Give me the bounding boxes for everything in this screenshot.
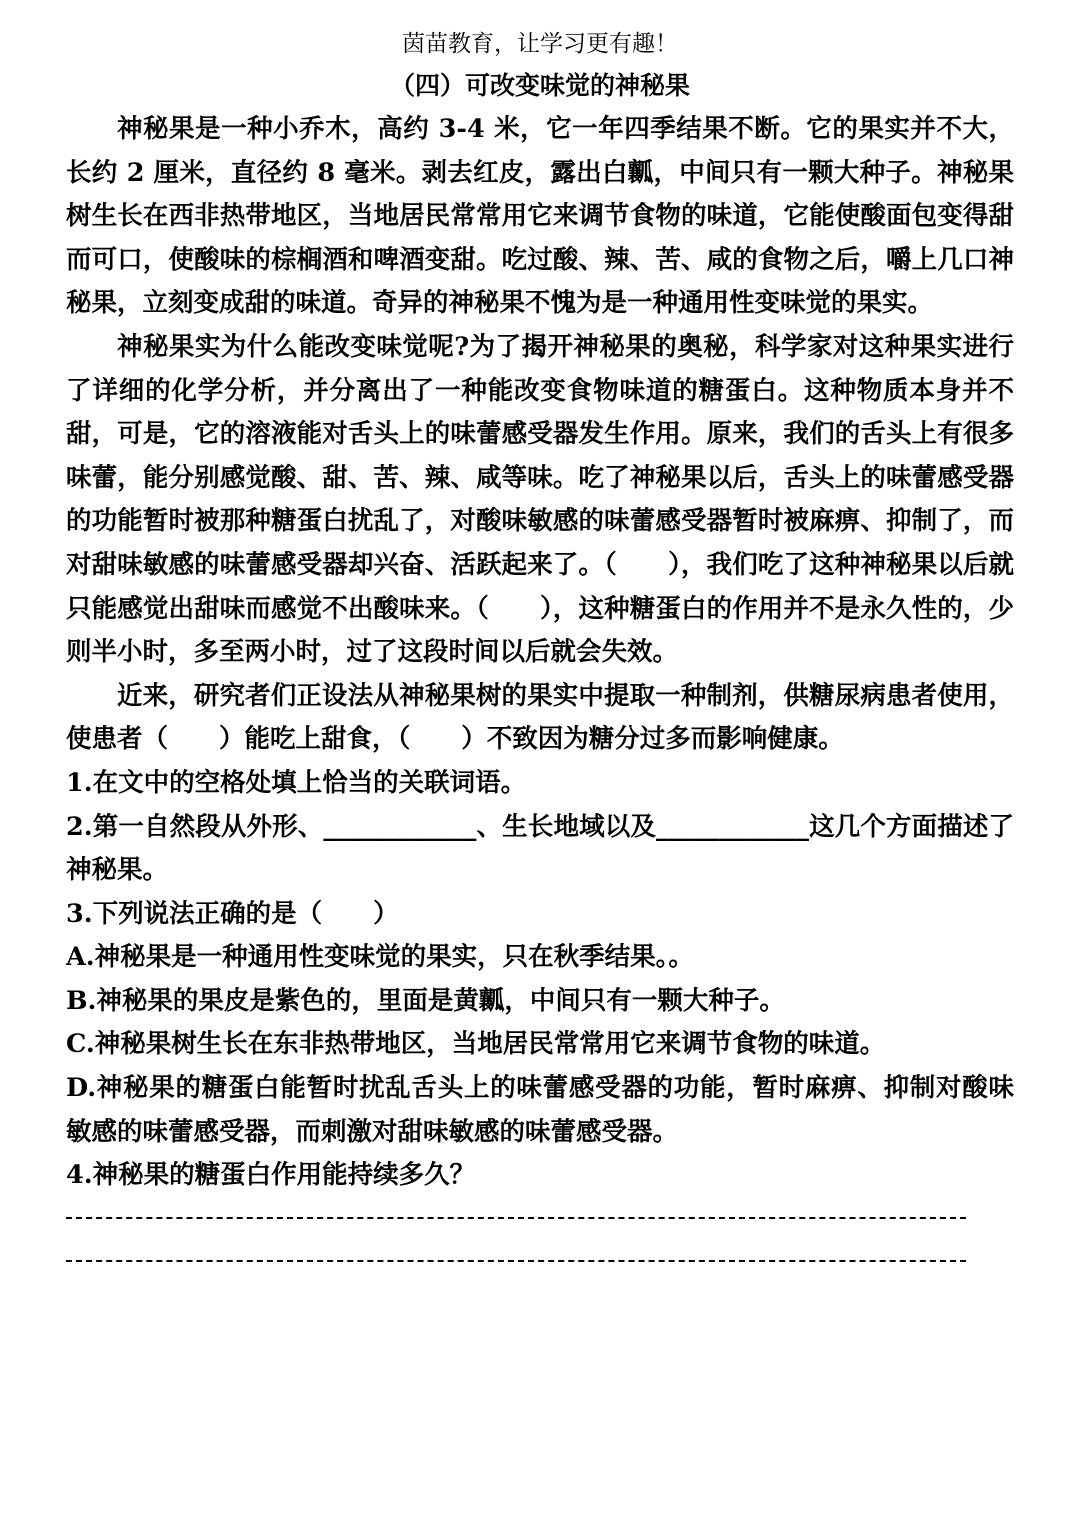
question-4: 4.神秘果的糖蛋白作用能持续多久？ xyxy=(66,1160,476,1191)
question-2: 2.第一自然段从外形、____________、生长地域以及____________这几个方面描述了神秘果。 xyxy=(66,811,1014,886)
question-3-option-c: C.神秘果树生长在东非热带地区，当地居民常常用它来调节食物的味道。 xyxy=(66,1029,886,1060)
page-header: 茵苗教育，让学习更有趣！ xyxy=(402,31,678,57)
answer-line-1[interactable] xyxy=(66,1198,1014,1241)
question-3: 3.下列说法正确的是（ ） xyxy=(66,898,399,929)
paragraph-1: 神秘果是一种小乔木，高约 3-4 米，它一年四季结果不断。它的果实并不大，长约 2 厘米，直径约 8 毫米。剥去红皮，露出白瓤，中间只有一颗大种子。神秘果树生长在西非热带地区，当地居民常常用它来调节食物的味道，它能使酸面包变得甜而可口，使酸味的棕榈酒和啤酒变甜。吃过酸、辣、苦、咸的食物之后，嚼上几口神秘果，立刻变成甜的味道。奇异的神秘果不愧为是一种通用性变味觉的果实。 xyxy=(66,114,1014,319)
question-3-option-a: A.神秘果是一种通用性变味觉的果实，只在秋季结果。。 xyxy=(66,942,694,973)
paragraph-2: 神秘果实为什么能改变味觉呢?为了揭开神秘果的奥秘，科学家对这种果实进行了详细的化学分析，并分离出了一种能改变食物味道的糖蛋白。这种物质本身并不甜，可是，它的溶液能对舌头上的味蕾感受器发生作用。原来，我们的舌头上有很多味蕾，能分别感觉酸、甜、苦、辣、咸等味。吃了神秘果以后，舌头上的味蕾感受器的功能暂时被那种糖蛋白扰乱了，对酸味敏感的味蕾感受器暂时被麻痹、抑制了，而对甜味敏感的味蕾感受器却兴奋、活跃起来了。（ ），我们吃了这种神秘果以后就只能感觉出甜味而感觉不出酸味来。（ ），这种糖蛋白的作用并不是永久性的，少则半小时，多至两小时，过了这段时间以后就会失效。 xyxy=(66,331,1014,668)
question-1: 1.在文中的空格处填上恰当的关联词语。 xyxy=(66,767,527,798)
paragraph-3: 近来，研究者们正设法从神秘果树的果实中提取一种制剂，供糖尿病患者使用，使患者（ ）能吃上甜食，（ ）不致因为糖分过多而影响健康。 xyxy=(66,680,1014,755)
passage-title: （四）可改变味觉的神秘果 xyxy=(389,71,690,100)
answer-line-2[interactable] xyxy=(66,1241,1014,1284)
answer-rule xyxy=(66,1260,966,1262)
answer-rule xyxy=(66,1217,966,1219)
question-3-option-d: D.神秘果的糖蛋白能暂时扰乱舌头上的味蕾感受器的功能，暂时麻痹、抑制对酸味敏感的味蕾感受器，而刺激对甜味敏感的味蕾感受器。 xyxy=(66,1073,1014,1147)
question-3-option-b: B.神秘果的果皮是紫色的，里面是黄瓤，中间只有一颗大种子。 xyxy=(66,985,785,1016)
